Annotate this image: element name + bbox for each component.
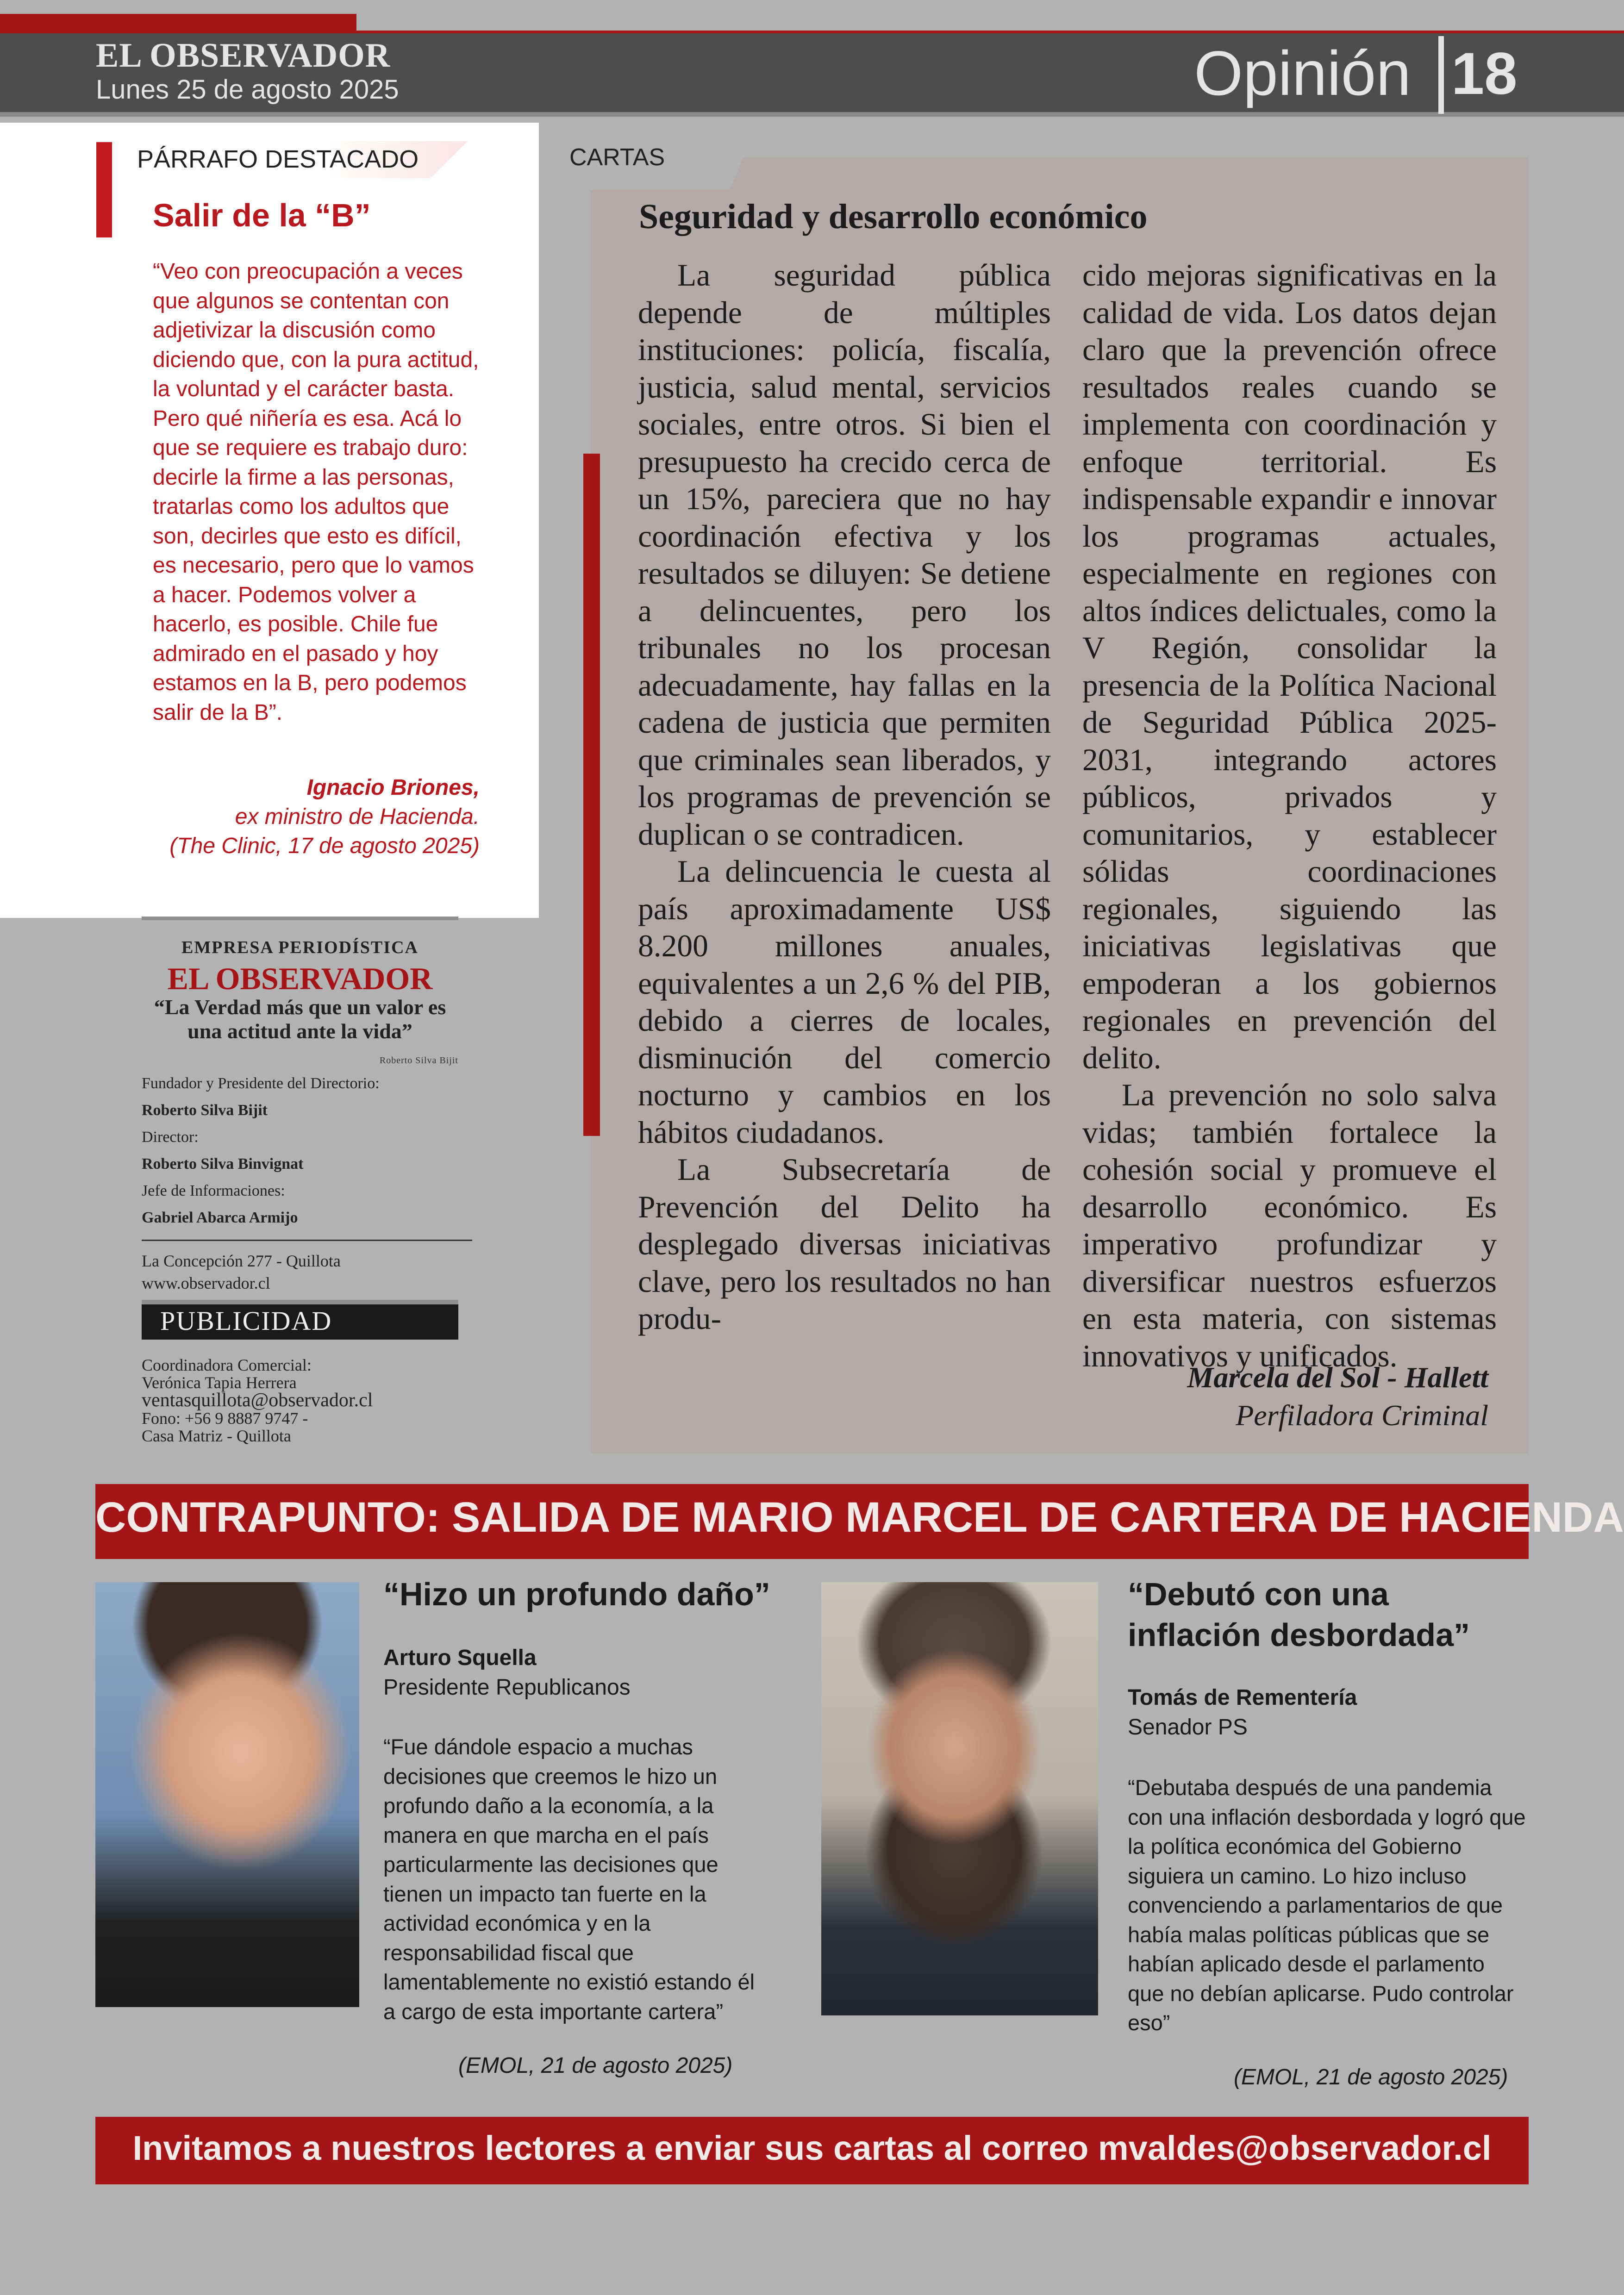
section-title: Opinión [1194,38,1411,108]
issue-date: Lunes 25 de agosto 2025 [96,75,399,105]
staff-name-director: Roberto Silva Binvignat [142,1155,304,1172]
invitation-text: Invitamos a nuestros lectores a enviar sus cartas al correo mvaldes@observador.cl [132,2129,1492,2167]
staff-role-news-chief: Jefe de Informaciones: [142,1182,285,1199]
left-quote-text: “Fue dándole espacio a muchas decisiones que creemos le hizo un profundo daño a la economía, a la manera en que marcha en el país particularmente las decisiones que tienen un impacto tan fuerte en la actividad económica y en la responsabilidad fiscal que lamentablemente no existió estando él a cargo de esta importante cartera” [383,1734,755,2024]
right-headline: “Debutó con una inflación desbordada” [1128,1576,1470,1653]
letter-column-1 [638,257,1051,1338]
highlight-title: Salir de la “B” [153,197,371,233]
cartas-label: CARTAS [569,144,665,171]
office-location: Casa Matriz - Quillota [142,1427,291,1445]
letter-title: Seguridad y desarrollo económico [639,197,1148,236]
staff-name-founder: Roberto Silva Bijit [142,1102,268,1119]
left-speaker-name: Arturo Squella [383,1646,537,1670]
masthead-divider [142,1240,472,1241]
highlight-accent-bar [96,142,112,237]
letter-paragraph: La prevención no solo salva vidas; también fortalece la cohesión social y promueve el desarrollo económico. Es imperativo profundizar y diversificar nuestros esfuerzos en esta materia, con sistemas innovativos y unificados. [1082,1078,1497,1373]
staff-role-director: Director: [142,1129,199,1146]
contact-phone: Fono: +56 9 8887 9747 - [142,1409,308,1428]
letter-paragraph: La Subsecretaría de Prevención del Delito ha desplegado diversas iniciativas clave, pero los resultados no han produ- [638,1152,1051,1336]
address-line: La Concepción 277 - Quillota [142,1252,341,1270]
coordinator-role: Coordinadora Comercial: [142,1356,312,1374]
right-speaker-role: Senador PS [1128,1715,1248,1740]
contact-email[interactable]: ventasquillota@observador.cl [142,1390,373,1411]
highlight-source: (The Clinic, 17 de agosto 2025) [169,834,480,858]
publicidad-rule [142,1300,458,1304]
header-bottom-rule [0,112,1624,117]
advertising-contact [142,1356,373,1445]
letter-author: Marcela del Sol - Hallett [1187,1361,1488,1394]
header-separator [1438,36,1444,114]
right-speaker-name: Tomás de Rementería [1128,1685,1357,1710]
highlight-author-role: ex ministro de Hacienda. [235,804,480,829]
highlight-quote: “Veo con preocupación a veces que algunos se contentan con adjetivizar la discusión como diciendo que, con la pura actitud, la voluntad y el carácter basta. Pero qué niñería es esa. Acá lo que se requiere es trabajo duro: decirle la firme a las personas, tratarlas como los adultos que son, decirles que esto es difícil, es necesario, pero que lo vamos a hacer. Podemos volver a hacerlo, es posible. Chile fue admirado en el pasado y hoy estamos en la B, pero podemos salir de la B”. [153,259,479,725]
highlight-author-name: Ignacio Briones, [306,775,480,800]
left-source: (EMOL, 21 de agosto 2025) [458,2053,733,2078]
staff-role-founder: Fundador y Presidente del Directorio: [142,1075,380,1092]
motto-signature: Roberto Silva Bijit [379,1055,458,1066]
page-number: 18 [1451,41,1518,107]
letter-column-2 [1082,257,1497,1375]
tomas-de-rementeria-photo [821,1582,1098,2015]
company-motto: “La Verdad más que un valor es una actitud ante la vida” [154,995,446,1043]
letter-paragraph: La delincuencia le cuesta al país aproximadamente US$ 8.200 millones anuales, equivalentes a un 2,6 % del PIB, debido a cierres de locales, disminución del comercio nocturno y cambios en los hábitos ciudadanos. [638,854,1051,1150]
highlight-label: PÁRRAFO DESTACADO [137,145,419,173]
right-quote-text: “Debutaba después de una pandemia con una inflación desbordada y logró que la política económica del Gobierno siguiera un camino. Lo hizo incluso convenciendo a parlamentarios de que había malas políticas públicas que se habían aplicado desde el parlamento que no debían aplicarse. Pudo controlar eso” [1128,1775,1526,2035]
masthead-box-rule [142,917,458,920]
left-headline: “Hizo un profundo daño” [383,1576,770,1612]
coordinator-name: Verónica Tapia Herrera [142,1373,297,1392]
letter-accent-bar [583,454,600,1136]
letter-paragraph: cido mejoras significativas en la calidad de vida. Los datos dejan claro que la prevención ofrece resultados reales cuando se implementa con coordinación y enfoque territorial. Es indispensable expandir e innovar los programas actuales, especialmente en regiones con altos índices delictuales, como la V Región, consolidar la presencia de la Política Nacional de Seguridad Pública 2025-2031, integrando actores públicos, privados y comunitarios, y establecer sólidas coordinaciones regionales, siguiendo las iniciativas legislativas que empoderan a los gobiernos regionales en prevención del delito. [1082,258,1497,1075]
publicidad-label: PUBLICIDAD [160,1306,332,1336]
contrapunto-title: CONTRAPUNTO: SALIDA DE MARIO MARCEL DE CARTERA DE HACIENDA [95,1494,1624,1541]
company-address [142,1250,341,1294]
header-accent-bar [0,14,356,31]
letter-author-role: Perfiladora Criminal [1236,1399,1488,1432]
arturo-squella-photo [95,1582,359,2007]
masthead-title: EL OBSERVADOR [96,37,391,75]
right-source: (EMOL, 21 de agosto 2025) [1234,2065,1508,2089]
company-label: EMPRESA PERIODÍSTICA [181,938,418,957]
highlight-attribution [128,773,480,861]
letter-paragraph: La seguridad pública depende de múltiples instituciones: policía, fiscalía, justicia, salud mental, servicios sociales, entre otros. Si bien el presupuesto ha crecido cerca de un 15%, pareciera que no hay coordinación efectiva y los resultados se diluyen: Se detiene a delincuentes, pero los tribunales no los procesan adecuadamente, hay fallas en la cadena de justicia que permiten que criminales sean liberados, y los programas de prevención se duplican o se contradicen. [638,258,1051,852]
letter-signature [1065,1359,1488,1434]
website-link[interactable]: www.observador.cl [142,1274,270,1292]
staff-name-news-chief: Gabriel Abarca Armijo [142,1209,298,1226]
left-speaker-role: Presidente Republicanos [383,1675,631,1700]
company-name: EL OBSERVADOR [167,961,433,996]
